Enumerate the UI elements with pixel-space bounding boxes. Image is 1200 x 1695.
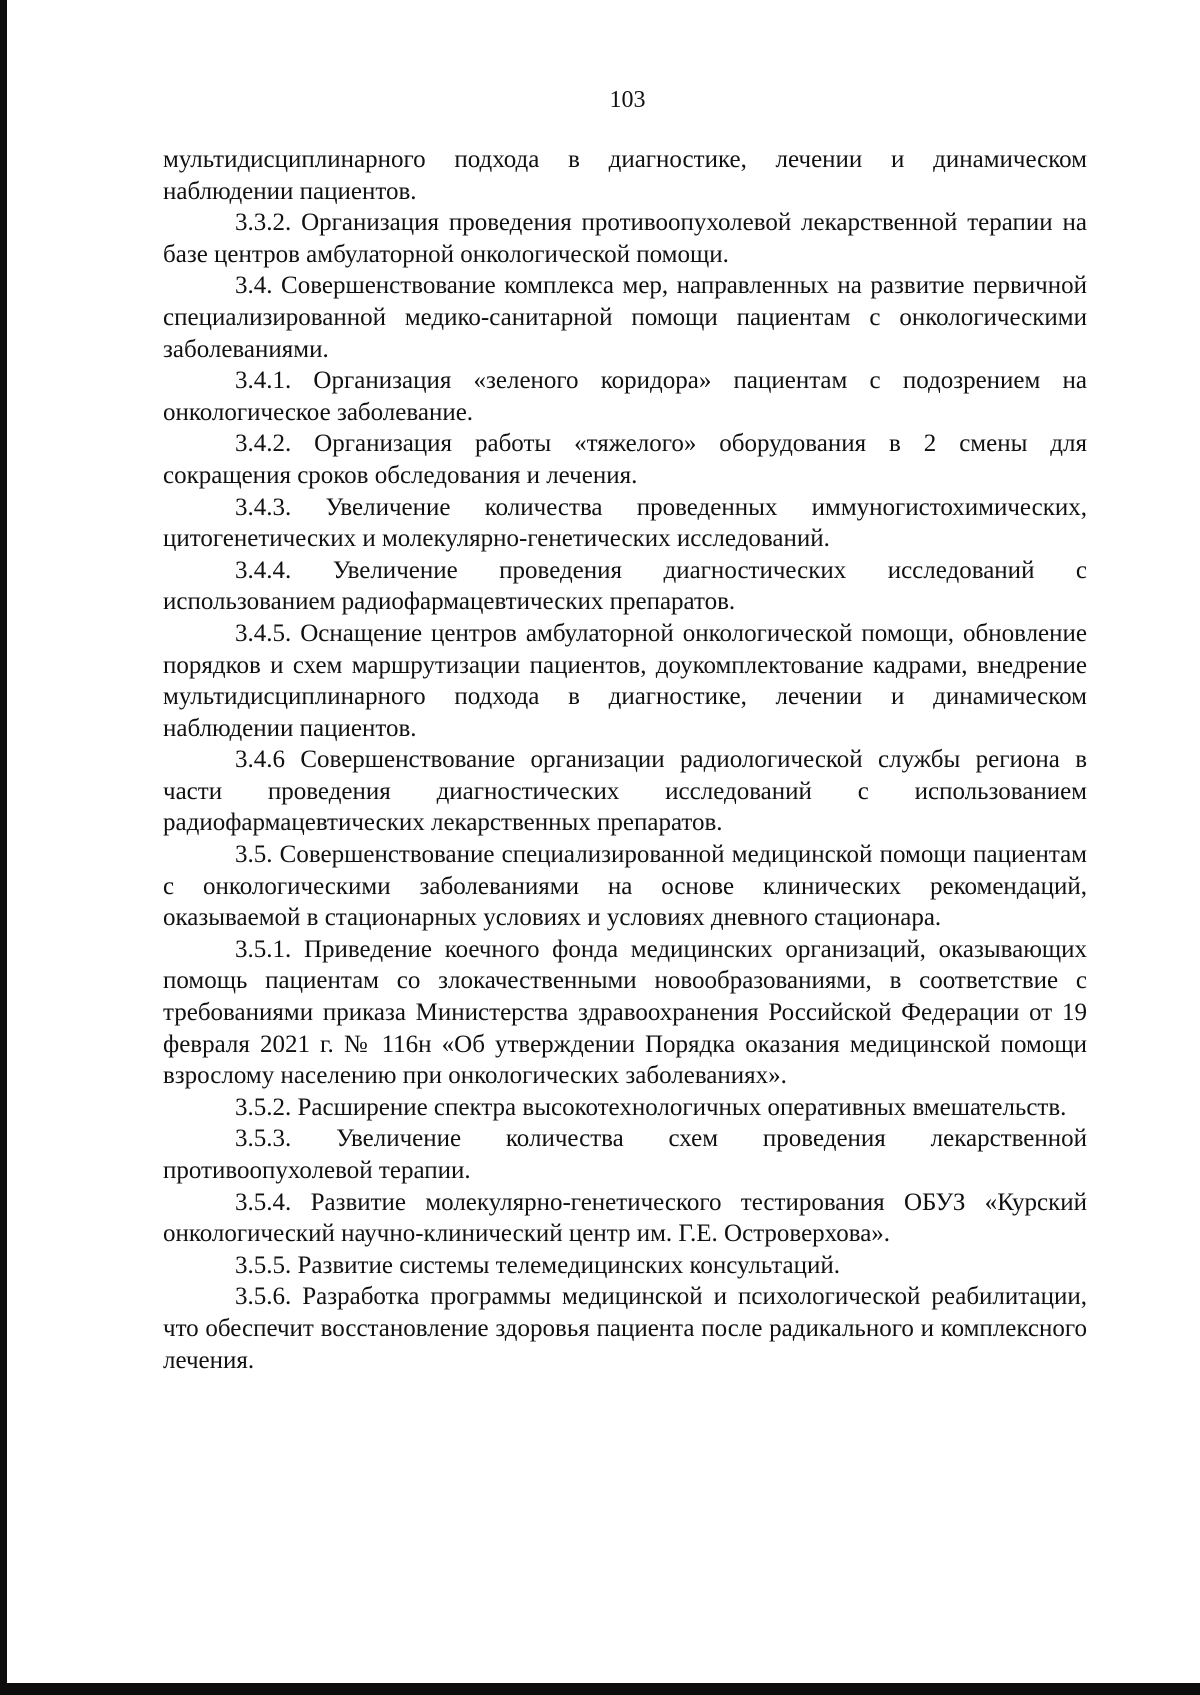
paragraph-3-5-4: 3.5.4. Развитие молекулярно-генетического тестирования ОБУЗ «Курский онкологический научно-клинический центр им. Г.Е. Островерхова».: [163, 1188, 1087, 1248]
paragraph-3-4-5: 3.4.5. Оснащение центров амбулаторной онкологической помощи, обновление порядков и схем маршрутизации пациентов, доукомплектование кадрами, внедрение мультидисциплинарного подхода в диагностике, лечении и динамическом наблюдении пациентов.: [163, 619, 1087, 742]
paragraph-3-5-5: 3.5.5. Развитие системы телемедицинских консультаций.: [235, 1251, 841, 1279]
paragraph-3-5: 3.5. Совершенствование специализированной медицинской помощи пациентам с онкологическими заболеваниями на основе клинических рекомендаций, оказываемой в стационарных условиях и условиях дневного стационара.: [163, 841, 1087, 932]
paragraph-continuation: мультидисциплинарного подхода в диагностике, лечении и динамическом наблюдении пациентов.: [163, 146, 1087, 205]
page-number: 103: [609, 87, 646, 113]
paragraph-3-4-6: 3.4.6 Совершенствование организации радиологической службы региона в части проведения диагностических исследований с использованием радиофармацевтических лекарственных препаратов.: [163, 746, 1087, 837]
paragraph-3-5-1: 3.5.1. Приведение коечного фонда медицинских организаций, оказывающих помощь пациентам со злокачественными новообразованиями, в соответствие с требованиями приказа Министерства здравоохранения Российской Федерации от 19 февраля 2021 г. № 116н «Об утверждении Порядка оказания медицинской помощи взрослому населению при онкологических заболеваниях».: [163, 935, 1087, 1090]
paragraph-3-3-2: 3.3.2. Организация проведения противоопухолевой лекарственной терапии на базе центров амбулаторной онкологической помощи.: [163, 209, 1087, 268]
paragraph-3-4-1: 3.4.1. Организация «зеленого коридора» пациентам с подозрением на онкологическое заболевание.: [163, 367, 1087, 426]
paragraph-3-4: 3.4. Совершенствование комплекса мер, направленных на развитие первичной специализированной медико-санитарной помощи пациентам с онкологическими заболеваниями.: [163, 272, 1087, 363]
scan-edge-left: [0, 0, 7, 1695]
paragraph-3-4-2: 3.4.2. Организация работы «тяжелого» оборудования в 2 смены для сокращения сроков обследования и лечения.: [163, 430, 1087, 489]
paragraph-3-4-4: 3.4.4. Увеличение проведения диагностических исследований с использованием радиофармацевтических препаратов.: [163, 556, 1087, 616]
scan-edge-bottom: [0, 1683, 1200, 1695]
document-body: [163, 144, 1087, 1376]
paragraph-3-5-6: 3.5.6. Разработка программы медицинской и психологической реабилитации, что обеспечит восстановление здоровья пациента после радикального и комплексного лечения.: [163, 1283, 1087, 1374]
paragraph-3-5-3: 3.5.3. Увеличение количества схем проведения лекарственной противоопухолевой терапии.: [163, 1125, 1087, 1184]
paragraph-3-5-2: 3.5.2. Расширение спектра высокотехнологичных оперативных вмешательств.: [235, 1093, 1067, 1121]
paragraph-3-4-3: 3.4.3. Увеличение количества проведенных иммуногистохимических, цитогенетических и молекулярно-генетических исследований.: [163, 493, 1087, 553]
